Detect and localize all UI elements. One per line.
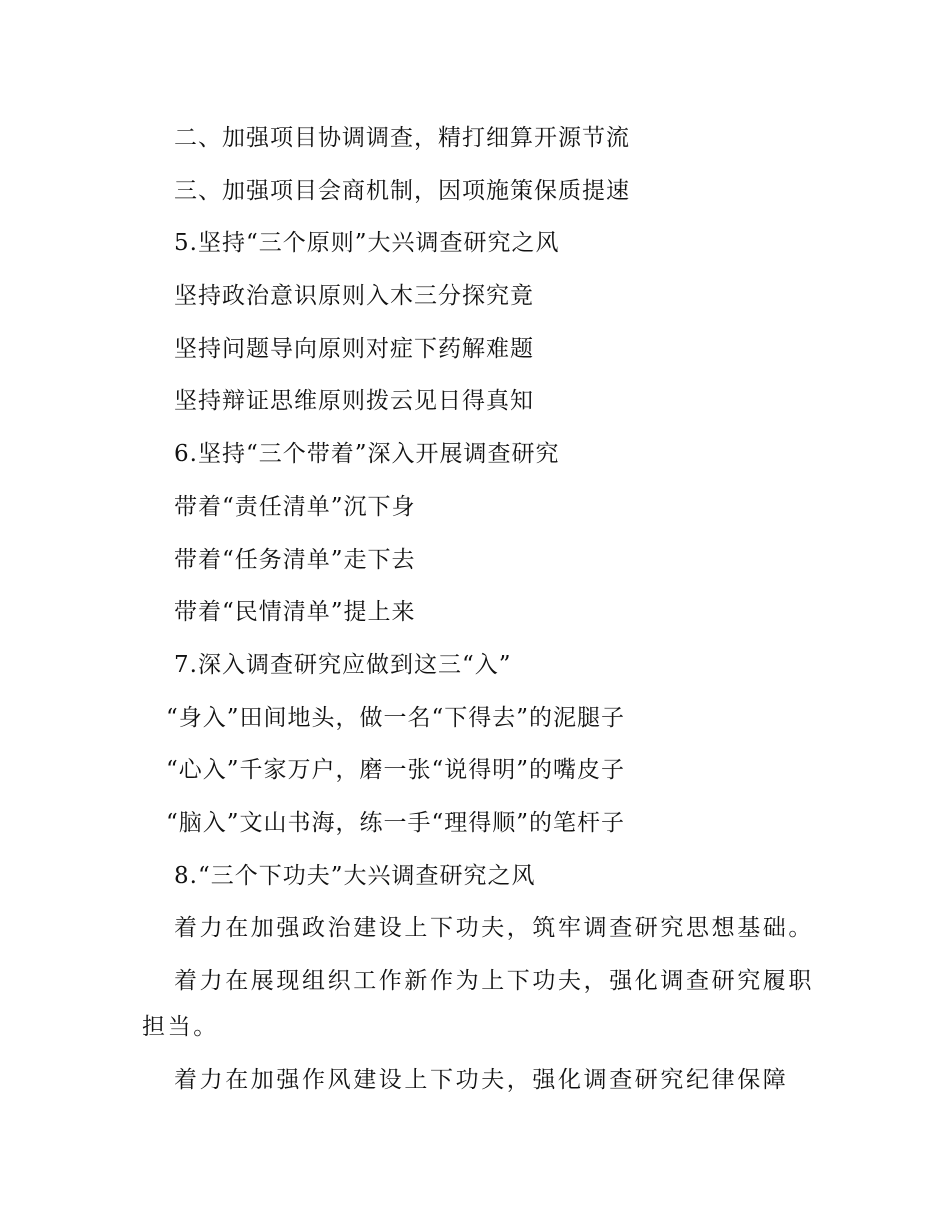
section-6-item-1: 带着“责任清单”沉下身 <box>174 494 416 520</box>
section-8-item-2-continued: 担当。 <box>142 1014 219 1040</box>
section-8-item-2: 着力在展现组织工作新作为上下功夫，强化调查研究履职 <box>174 968 814 994</box>
section-7-item-1: “身入”田间地头，做一名“下得去”的泥腿子 <box>166 705 626 731</box>
section-7-title: 7.深入调查研究应做到这三“入” <box>174 652 512 678</box>
section-6-item-3: 带着“民情清单”提上来 <box>174 599 416 625</box>
section-5-title: 5.坚持“三个原则”大兴调查研究之风 <box>174 230 560 256</box>
section-5-item-3: 坚持辩证思维原则拨云见日得真知 <box>174 388 534 414</box>
section-7-item-3: “脑入”文山书海，练一手“理得顺”的笔杆子 <box>166 810 626 836</box>
heading-3: 三、加强项目会商机制，因项施策保质提速 <box>174 178 630 204</box>
section-5-item-2: 坚持问题导向原则对症下药解难题 <box>174 336 534 362</box>
section-8-title: 8.“三个下功夫”大兴调查研究之风 <box>174 863 536 889</box>
section-8-item-3: 着力在加强作风建设上下功夫，强化调查研究纪律保障 <box>174 1067 789 1093</box>
heading-2: 二、加强项目协调调查，精打细算开源节流 <box>174 125 630 151</box>
section-7-item-2: “心入”千家万户，磨一张“说得明”的嘴皮子 <box>166 757 626 783</box>
section-8-item-1: 着力在加强政治建设上下功夫，筑牢调查研究思想基础。 <box>174 915 814 941</box>
section-6-item-2: 带着“任务清单”走下去 <box>174 547 416 573</box>
section-6-title: 6.坚持“三个带着”深入开展调查研究 <box>174 441 560 467</box>
section-5-item-1: 坚持政治意识原则入木三分探究竟 <box>174 283 534 309</box>
